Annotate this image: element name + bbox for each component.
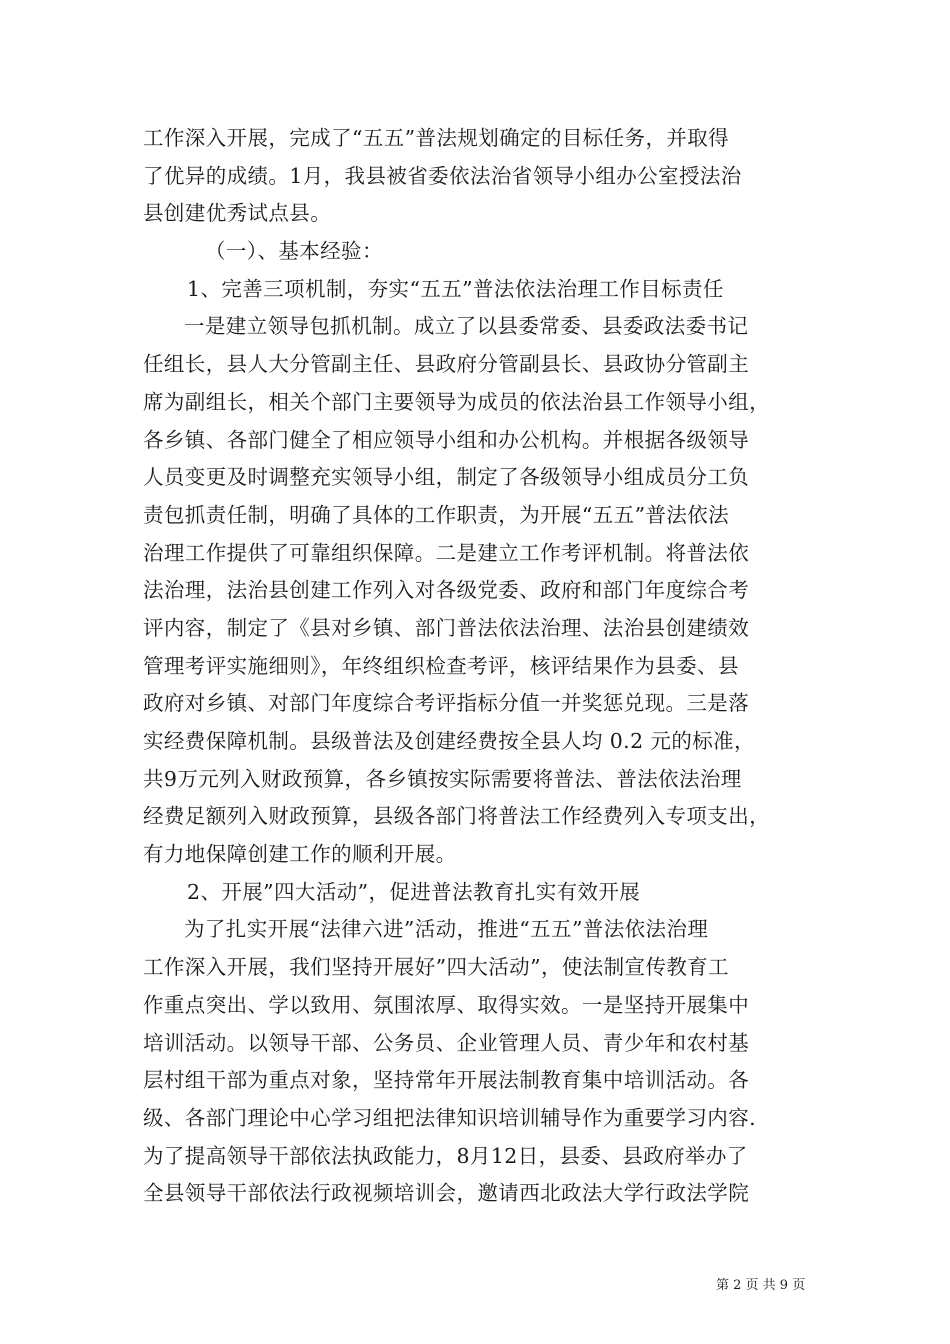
text-line: 政府对乡镇、对部门年度综合考评指标分值一并奖惩兑现。三是落	[143, 691, 750, 716]
text-line: 作重点突出、学以致用、氛围浓厚、取得实效。一是坚持开展集中	[143, 992, 750, 1017]
text-line: 工作深入开展，完成了“五五”普法规划确定的目标任务，并取得	[143, 126, 730, 150]
text-line: 工作深入开展，我们坚持开展好”四大活动”，使法制宣传教育工	[143, 955, 730, 980]
subsection-heading: 2、开展”四大活动”，促进普法教育扎实有效开展	[187, 879, 641, 904]
text-line: 经费足额列入财政预算，县级各部门将普法工作经费列入专项支出，	[143, 804, 770, 829]
page-footer	[0, 1276, 950, 1296]
text-line: 席为副组长，相关个部门主要领导为成员的依法治县工作领导小组，	[143, 389, 770, 414]
text-line: 治理工作提供了可靠组织保障。二是建立工作考评机制。将普法依	[143, 540, 750, 565]
text-line: 了优异的成绩。1月，我县被省委依法治省领导小组办公室授法治	[143, 163, 742, 188]
text-line: 级、各部门理论中心学习组把法律知识培训辅导作为重要学习内容.	[143, 1105, 757, 1130]
text-line: 县创建优秀试点县。	[143, 201, 332, 226]
section-heading: （一）、基本经验：	[205, 239, 383, 264]
page-number: 第 2 页 共 9 页	[716, 1278, 806, 1293]
text-line: 一是建立领导包抓机制。成立了以县委常委、县委政法委书记	[184, 314, 749, 339]
text-line: 全县领导干部依法行政视频培训会，邀请西北政法大学行政法学院	[143, 1181, 750, 1206]
text-line: 管理考评实施细则》，年终组织检查考评，核评结果作为县委、县	[143, 653, 739, 678]
text-line: 为了提高领导干部依法执政能力，8月12日，县委、县政府举办了	[143, 1143, 748, 1168]
text-line: 共9万元列入财政预算，各乡镇按实际需要将普法、普法依法治理	[143, 766, 742, 791]
text-line: 任组长，县人大分管副主任、县政府分管副县长、县政协分管副主	[143, 352, 750, 377]
text-line: 培训活动。以领导干部、公务员、企业管理人员、青少年和农村基	[143, 1030, 750, 1055]
text-line: 为了扎实开展“法律六进”活动，推进“五五”普法依法治理	[184, 917, 709, 942]
subsection-heading: 1、完善三项机制，夯实“五五”普法依法治理工作目标责任	[187, 276, 724, 301]
text-line: 责包抓责任制，明确了具体的工作职责，为开展“五五”普法依法	[143, 502, 730, 527]
text-line: 有力地保障创建工作的顺利开展。	[143, 842, 457, 867]
text-line: 人员变更及时调整充实领导小组，制定了各级领导小组成员分工负	[143, 465, 750, 490]
text-line: 各乡镇、各部门健全了相应领导小组和办公机构。并根据各级领导	[143, 427, 750, 452]
body-text	[143, 120, 823, 1213]
text-line: 评内容，制定了《县对乡镇、部门普法依法治理、法治县创建绩效	[143, 615, 750, 640]
text-line: 实经费保障机制。县级普法及创建经费按全县人均 0.2 元的标准，	[143, 729, 755, 753]
text-line: 层村组干部为重点对象，坚持常年开展法制教育集中培训活动。各	[143, 1068, 750, 1093]
text-line: 法治理，法治县创建工作列入对各级党委、政府和部门年度综合考	[143, 578, 750, 603]
